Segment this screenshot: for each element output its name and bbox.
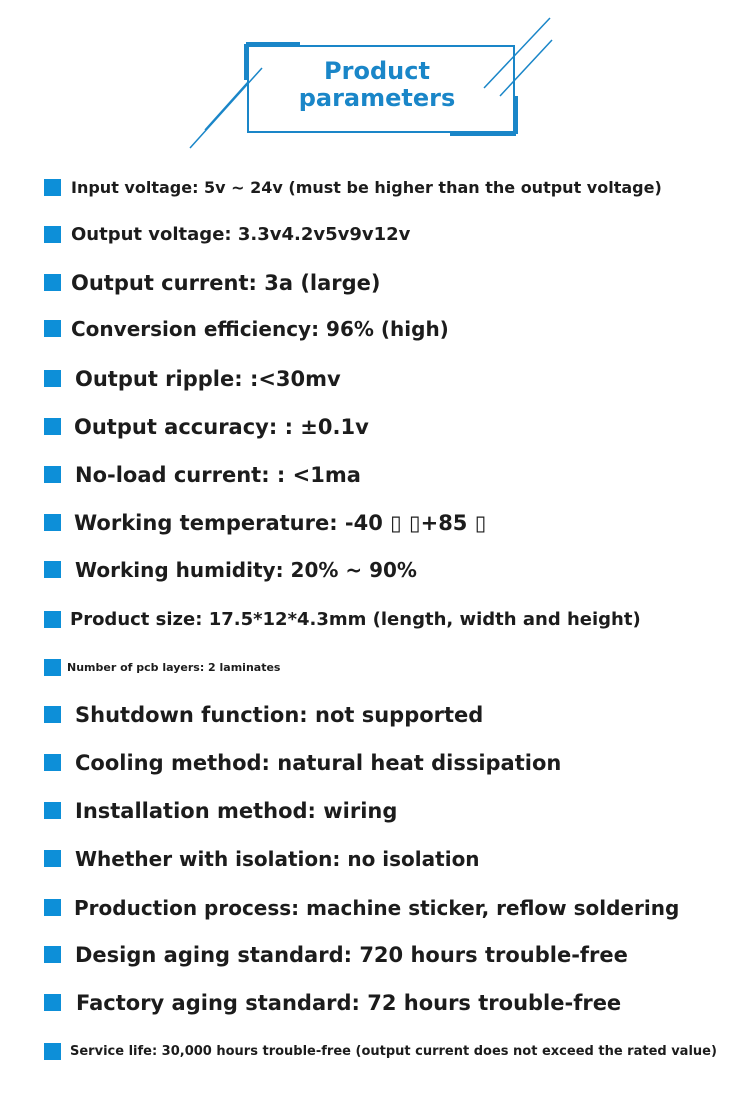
param-text: Cooling method: natural heat dissipation: [75, 751, 562, 775]
param-service-life: [0, 1037, 750, 1067]
param-text: Conversion efficiency: 96% (high): [71, 317, 449, 341]
param-output-current: [0, 268, 750, 298]
bullet-square-icon: [44, 418, 61, 435]
param-no-load-current: [0, 460, 750, 490]
title-line-2: parameters: [298, 84, 456, 112]
param-text: Output current: 3a (large): [71, 271, 381, 295]
param-output-voltage: [0, 220, 750, 250]
param-conversion-efficiency: [0, 314, 750, 344]
param-isolation: [0, 844, 750, 874]
bullet-square-icon: [44, 899, 61, 916]
param-text: Working humidity: 20% ~ 90%: [75, 558, 417, 582]
param-input-voltage: [0, 173, 750, 203]
param-working-temperature: [0, 508, 750, 538]
param-text: Installation method: wiring: [75, 799, 398, 823]
param-text: Number of pcb layers: 2 laminates: [67, 661, 281, 674]
bullet-square-icon: [44, 274, 61, 291]
header-banner: [0, 0, 750, 170]
bullet-square-icon: [44, 466, 61, 483]
param-text: Product size: 17.5*12*4.3mm (length, width and height): [70, 609, 641, 630]
param-working-humidity: [0, 555, 750, 585]
param-text: Service life: 30,000 hours trouble-free (output current does not exceed the rated value): [70, 1044, 717, 1059]
bullet-square-icon: [44, 946, 61, 963]
bullet-square-icon: [44, 179, 61, 196]
param-text: Factory aging standard: 72 hours trouble-free: [76, 991, 622, 1015]
bullet-square-icon: [44, 561, 61, 578]
bullet-square-icon: [44, 226, 61, 243]
param-output-ripple: [0, 364, 750, 394]
bullet-square-icon: [44, 370, 61, 387]
bullet-square-icon: [44, 754, 61, 771]
param-text: Design aging standard: 720 hours trouble-free: [75, 943, 628, 967]
title-line-1: Product: [324, 57, 430, 85]
param-product-size: [0, 605, 750, 635]
param-text: Output ripple: :<30mv: [75, 367, 341, 391]
bullet-square-icon: [44, 706, 61, 723]
bullet-square-icon: [44, 994, 61, 1011]
param-shutdown-function: [0, 700, 750, 730]
bullet-square-icon: [44, 514, 61, 531]
param-pcb-layers: [0, 653, 750, 683]
bullet-square-icon: [44, 611, 61, 628]
bullet-square-icon: [44, 320, 61, 337]
bullet-square-icon: [44, 850, 61, 867]
bullet-square-icon: [44, 1043, 61, 1060]
param-cooling-method: [0, 748, 750, 778]
param-text: Production process: machine sticker, reflow soldering: [74, 896, 680, 920]
bullet-square-icon: [44, 659, 61, 676]
param-output-accuracy: [0, 412, 750, 442]
param-text: Output voltage: 3.3v4.2v5v9v12v: [71, 224, 411, 245]
param-text: Output accuracy: : ±0.1v: [74, 415, 369, 439]
page-title: [250, 58, 504, 112]
param-text: No-load current: : <1ma: [75, 463, 361, 487]
param-text: Shutdown function: not supported: [75, 703, 484, 727]
param-installation-method: [0, 796, 750, 826]
param-text: Input voltage: 5v ~ 24v (must be higher than the output voltage): [71, 178, 662, 197]
param-design-aging: [0, 940, 750, 970]
param-production-process: [0, 893, 750, 923]
param-text: Working temperature: -40 ▯ ▯+85 ▯: [74, 511, 487, 535]
bullet-square-icon: [44, 802, 61, 819]
param-text: Whether with isolation: no isolation: [75, 847, 480, 871]
param-factory-aging: [0, 988, 750, 1018]
